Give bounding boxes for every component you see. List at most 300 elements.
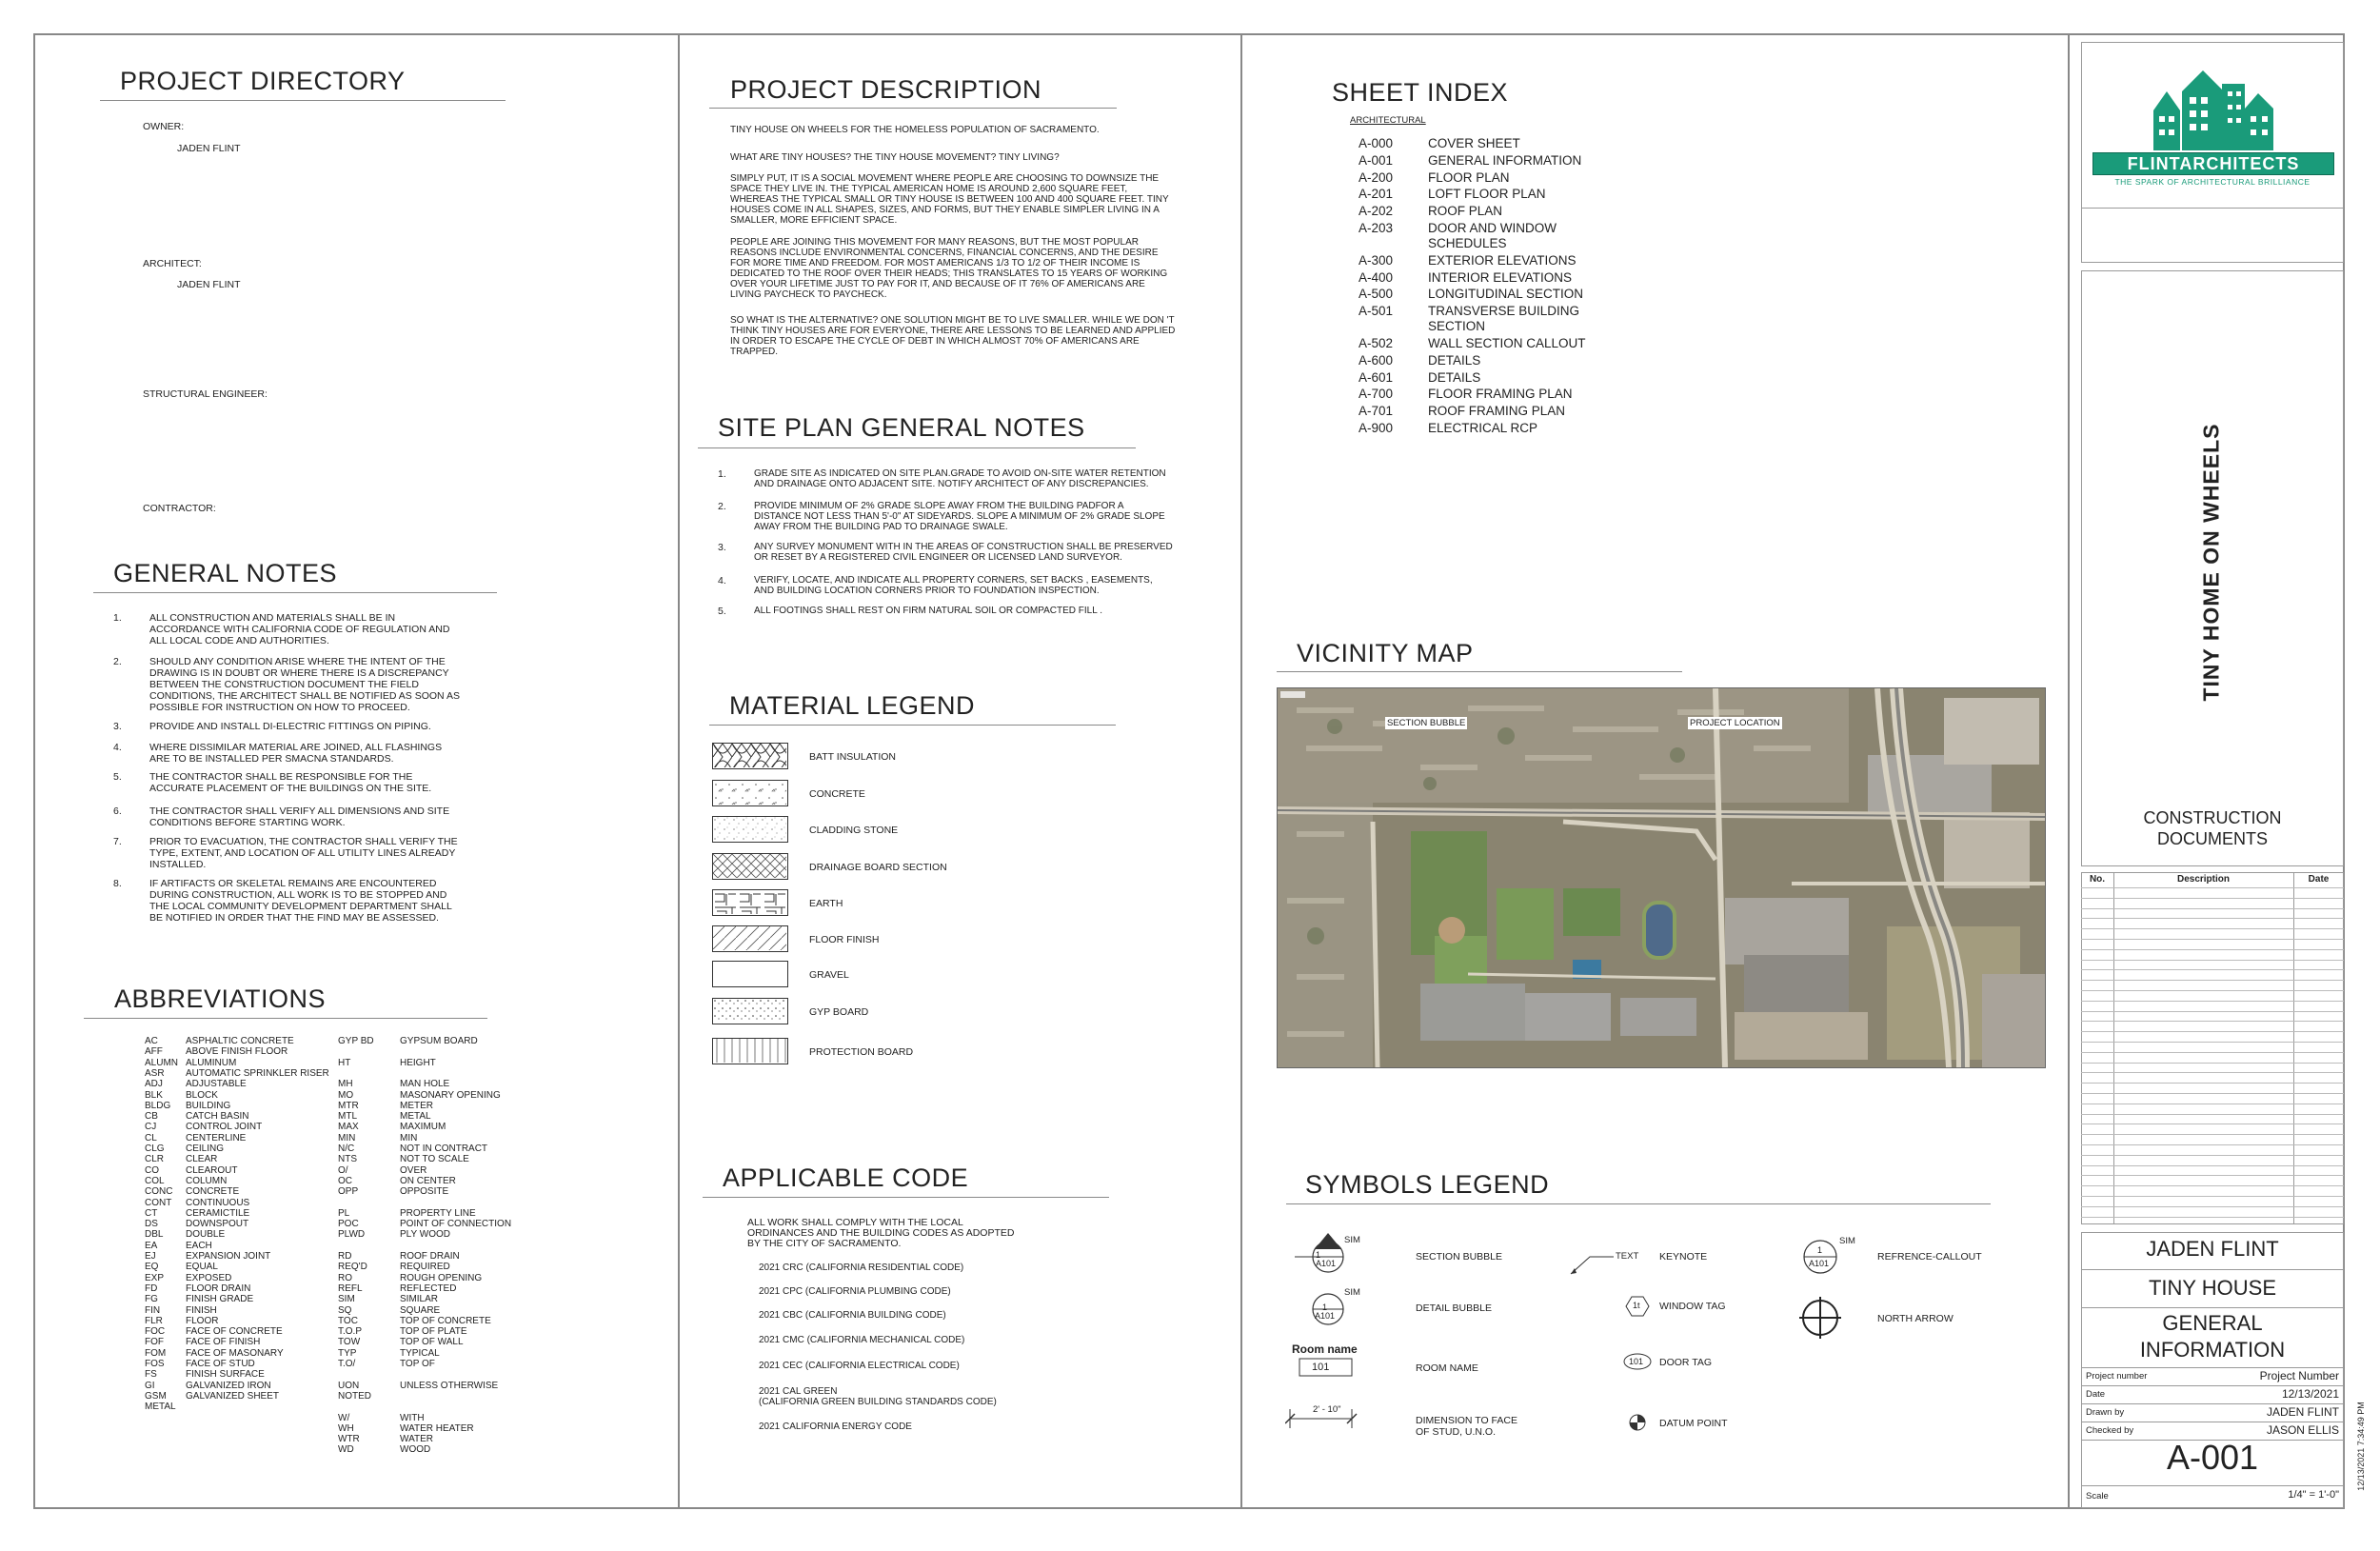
abbr-code: T.O.P [338,1326,363,1338]
window-tag-number: 1t [1633,1301,1640,1310]
abbr-code: AC [145,1036,158,1046]
revision-row-line [2081,1011,2344,1012]
abbr-meaning: ABOVE FINISH FLOOR [186,1046,288,1058]
door-tag-label: DOOR TAG [1659,1357,1713,1368]
keynote-leader [1571,1257,1614,1274]
abbr-code: OC [338,1175,352,1186]
material-legend-title: MATERIAL LEGEND [729,691,976,720]
sheet-index-name: LOFT FLOOR PLAN [1428,187,1546,202]
callout-num: 1 [1817,1245,1823,1255]
abbreviations-title: ABBREVIATIONS [114,984,327,1013]
datum-point-symbol [1630,1415,1645,1430]
abbr-code: EA [145,1240,158,1251]
applicable-code-item: 2021 CAL GREEN [759,1386,838,1397]
project-description-paragraph: SO WHAT IS THE ALTERNATIVE? ONE SOLUTION MIGHT BE TO LIVE SMALLER. WHILE WE DON 'T THINK TINY HOUSES ARE FOR EVERYONE, THERE ARE LESSONS TO BE LEARNED AND APPLIED IN ORDER TO ESCAPE THE CYCLE OF DEBT IN WHICH ALMOST 70% OF AMERICANS ARE TRAPPED. [730,315,1176,357]
architect-label: ARCHITECT: [143,258,202,269]
abbr-code: ADJ [145,1079,163,1090]
column-divider [678,33,680,1509]
revision-row-line [2081,1196,2344,1197]
scale-value: 1/4" = 1'-0" [2288,1489,2339,1501]
title-block-field-divider [2081,1403,2344,1404]
revision-row-line [2081,1175,2344,1176]
abbr-code: NTS [338,1154,357,1165]
abbr-meaning: TOP OF WALL [400,1337,464,1348]
revision-row-line [2081,960,2344,961]
sheet-index-number: A-500 [1359,287,1394,302]
abbr-meaning: EACH [186,1240,212,1251]
section-bubble-num: 1 [1316,1250,1321,1260]
abbr-code: FLR [145,1315,163,1326]
abbr-code: WH [338,1422,354,1434]
abbr-code: GYP BD [338,1036,374,1046]
revision-row-line [2081,908,2344,909]
material-label: CLADDING STONE [809,825,899,836]
abbr-meaning: FACE OF FINISH [186,1337,261,1348]
title-underline [698,447,1136,448]
abbr-code: BLDG [145,1100,171,1111]
sheet-index-number: A-502 [1359,336,1394,350]
abbr-meaning: TOP OF PLATE [400,1326,467,1338]
abbr-meaning: WATER [400,1434,433,1445]
abbr-code: SIM [338,1294,355,1305]
general-note-number: 6. [113,805,122,817]
title-block-field-divider [2081,1367,2344,1368]
applicable-code-item: 2021 CPC (CALIFORNIA PLUMBING CODE) [759,1286,951,1297]
abbr-code: MO [338,1089,354,1101]
material-swatch [712,743,788,769]
sheet-index-name: LONGITUDINAL SECTION [1428,287,1584,302]
column-divider [2068,33,2070,1509]
revision-row-line [2081,1165,2344,1166]
detail-bubble-ref: A101 [1315,1311,1336,1321]
abbr-meaning: CLEAROUT [186,1164,238,1176]
abbr-meaning: MIN [400,1132,418,1143]
revision-row-line [2081,1093,2344,1094]
general-note-number: 1. [113,612,122,624]
sheet-index-number: A-200 [1359,169,1394,185]
material-label: GRAVEL [809,969,849,981]
keynote-label: KEYNOTE [1659,1251,1708,1263]
material-label: FLOOR FINISH [809,934,880,945]
abbr-code: ALUMN [145,1057,179,1068]
abbr-code: METAL [145,1402,176,1413]
abbr-code: EQ [145,1262,159,1273]
material-swatch [712,889,788,916]
revision-row-line [2081,887,2344,888]
abbr-meaning: DOUBLE [186,1229,226,1241]
abbr-meaning: FINISH GRADE [186,1294,254,1305]
revision-row-line [2081,1206,2344,1207]
material-label: DRAINAGE BOARD SECTION [809,862,947,873]
sheet-index-name: ELECTRICAL RCP [1428,421,1538,435]
symbols-legend-title: SYMBOLS LEGEND [1305,1170,1550,1199]
vicinity-map-image[interactable] [1277,687,2046,1068]
general-note-text: PRIOR TO EVACUATION, THE CONTRACTOR SHALL VERIFY THE TYPE, EXTENT, AND LOCATION OF ALL UTILITY LINES ALREADY INSTALLED. [149,836,458,870]
doc-type-line-2: DOCUMENTS [2157,829,2268,848]
general-note-number: 3. [113,721,122,732]
window-tag-label: WINDOW TAG [1659,1301,1726,1312]
site-note-text: VERIFY, LOCATE, AND INDICATE ALL PROPERTY CORNERS, SET BACKS , EASEMENTS, AND BUILDING LOCATION CORNERS PRIOR TO FOUNDATION INSPECTION. [754,575,1153,596]
abbr-code: NOTED [338,1390,371,1402]
title-underline [100,100,506,101]
sheet-number: A-001 [2166,1438,2259,1477]
sheet-title-line-1: GENERAL [2162,1311,2263,1335]
applicable-code-intro: ALL WORK SHALL COMPLY WITH THE LOCAL ORDINANCES AND THE BUILDING CODES AS ADOPTED BY THE CITY OF SACRAMENTO. [747,1217,1015,1249]
abbr-code: WD [338,1444,354,1456]
dimension-label: DIMENSION TO FACE OF STUD, U.N.O. [1416,1415,1517,1438]
abbr-code: W/ [338,1412,350,1423]
sheet-index-number: A-300 [1359,252,1394,268]
abbr-code: FIN [145,1304,161,1316]
abbr-code: O/ [338,1164,348,1176]
title-block-field-value: 12/13/2021 [2281,1387,2339,1401]
revision-row-line [2081,1063,2344,1064]
general-note-text: THE CONTRACTOR SHALL VERIFY ALL DIMENSIONS AND SITE CONDITIONS BEFORE STARTING WORK. [149,805,450,828]
abbr-meaning: GALVANIZED IRON [186,1380,271,1391]
material-label: CONCRETE [809,788,865,800]
callout-ref: A101 [1809,1259,1830,1268]
sheet-index-number: A-601 [1359,369,1394,385]
abbr-meaning: AUTOMATIC SPRINKLER RISER [186,1067,329,1079]
revision-row-line [2081,1031,2344,1032]
abbr-meaning: MASONARY OPENING [400,1089,501,1101]
material-swatch [712,853,788,880]
title-block-field-value: JASON ELLIS [2266,1423,2339,1437]
abbr-code: REQ'D [338,1262,367,1273]
applicable-code-title: APPLICABLE CODE [723,1163,969,1192]
abbr-meaning: ALUMINUM [186,1057,237,1068]
sheet-index-name: GENERAL INFORMATION [1428,152,1582,168]
abbr-code: RO [338,1272,352,1283]
abbr-code: BLK [145,1089,163,1101]
rev-header-date: Date [2308,874,2330,885]
material-label: GYP BOARD [809,1006,869,1018]
column-divider [1240,33,1242,1509]
abbr-meaning: ROUGH OPENING [400,1272,483,1283]
north-arrow-label: NORTH ARROW [1877,1313,1954,1324]
abbr-meaning: CENTERLINE [186,1132,247,1143]
abbr-meaning: SQUARE [400,1304,441,1316]
project-description-paragraph: WHAT ARE TINY HOUSES? THE TINY HOUSE MOVEMENT? TINY LIVING? [730,152,1060,163]
abbr-code: WTR [338,1434,360,1445]
abbr-meaning: GALVANIZED SHEET [186,1390,279,1402]
abbr-code: FOS [145,1359,165,1369]
section-bubble-ref: A101 [1316,1259,1337,1268]
material-swatch [712,961,788,987]
general-note-text: SHOULD ANY CONDITION ARISE WHERE THE INTENT OF THE DRAWING IS IN DOUBT OR WHERE THERE IS A DISCREPANCY BETWEEN THE CONSTRUCTION DOCUMENT THE FIELD CONDITIONS, THE ARCHITECT SHALL BE NOTIFIED AS SOON AS POSSIBLE FOR INSTRUCTION ON HOW TO PROCEED. [149,656,460,713]
abbr-meaning: REFLECTED [400,1283,457,1294]
general-note-text: PROVIDE AND INSTALL DI-ELECTRIC FITTINGS ON PIPING. [149,721,431,732]
sheet-index-name: DOOR AND WINDOW [1428,221,1557,235]
abbr-meaning: CATCH BASIN [186,1111,249,1123]
sheet-index-number: A-400 [1359,269,1394,285]
detail-bubble-num: 1 [1322,1302,1328,1312]
abbr-meaning: FINISH [186,1304,217,1316]
sheet-index-name: DETAILS [1428,369,1481,385]
title-underline [709,725,1116,726]
sheet-index-number: A-203 [1359,221,1394,235]
abbr-code: N/C [338,1143,355,1154]
revision-row-line [2081,1144,2344,1145]
site-note-number: 4. [718,575,726,587]
abbr-meaning: EXPOSED [186,1272,232,1283]
revision-row-line [2081,1185,2344,1186]
sheet-index-number: A-701 [1359,404,1394,419]
detail-bubble-label: DETAIL BUBBLE [1416,1302,1492,1314]
revision-row-line [2081,939,2344,940]
abbr-code: CLR [145,1154,165,1165]
revision-row-line [2081,969,2344,970]
abbr-code: GI [145,1380,155,1391]
map-label-project-location: PROJECT LOCATION [1690,718,1780,728]
project-description-paragraph: SIMPLY PUT, IT IS A SOCIAL MOVEMENT WHERE PEOPLE ARE CHOOSING TO DOWNSIZE THE SPACE THEY LIVE IN. THE TYPICAL AMERICAN HOME IS AROUND 2,600 SQUARE FEET, WHEREAS THE TYPICAL SMALL OR TINY HOUSE IS BETWEEN 100 AND 400 SQUARE FEET. TINY HOUSES COME IN ALL SHAPES, SIZES, AND FORMS, BUT THEY ENABLE SIMPLER LIVING IN A SMALLER, MORE EFFICIENT SPACE. [730,173,1169,226]
abbr-meaning: TYPICAL [400,1347,440,1359]
abbr-meaning: ASPHALTIC CONCRETE [186,1036,294,1046]
detail-bubble-sim: SIM [1344,1287,1360,1298]
section-bubble-sim: SIM [1344,1235,1360,1245]
abbr-code: CJ [145,1122,157,1133]
project-description-paragraph: PEOPLE ARE JOINING THIS MOVEMENT FOR MANY REASONS, BUT THE MOST POPULAR REASONS INCLUDE ENVIRONMENTAL CONCERNS, FINANCIAL CONCERNS, AND THE DESIRE FOR MORE TIME AND FREEDOM. FOR MOST AMERICANS 1/3 TO 1/2 OF THEIR INCOME IS DEDICATED TO THE ROOF OVER THEIR HEADS; THIS TRANSLATES TO 15 YEARS OF WORKING OVER YOUR LIFETIME JUST TO PAY FOR IT, AND BECAUSE OF IT 76% OF AMERICANS ARE LIVING PAYCHECK TO PAYCHECK. [730,237,1168,300]
material-swatch [712,998,788,1024]
material-swatch [712,816,788,843]
reference-callout-label: REFRENCE-CALLOUT [1877,1251,1982,1263]
project-description-title: PROJECT DESCRIPTION [730,75,1042,104]
revision-row-line [2081,1042,2344,1043]
north-arrow-symbol [1799,1297,1841,1339]
general-note-text: IF ARTIFACTS OR SKELETAL REMAINS ARE ENCOUNTERED DURING CONSTRUCTION, ALL WORK IS TO BE STOPPED AND THE LOCAL COMMUNITY DEVELOPMENT DEPARTMENT SHALL BE NOTIFIED IN ORDER THAT THE FIND MAY BE ASSESSED. [149,878,452,924]
sheet-index-number: A-001 [1359,152,1394,168]
firm-name-logo: FLINTARCHITECTS [2092,152,2334,175]
abbr-code: EJ [145,1251,156,1262]
revision-row-line [2081,1123,2344,1124]
abbr-code: FOF [145,1337,164,1348]
abbr-code: UON [338,1380,360,1391]
sheet-index-title: SHEET INDEX [1332,78,1509,107]
abbr-meaning: PROPERTY LINE [400,1207,476,1219]
site-note-number: 5. [718,606,726,617]
abbr-code: RD [338,1251,352,1262]
revision-row-line [2081,1021,2344,1022]
abbr-code: FOM [145,1347,167,1359]
abbr-code: TYP [338,1347,357,1359]
site-notes-title: SITE PLAN GENERAL NOTES [718,413,1085,442]
abbr-meaning: EQUAL [186,1262,218,1273]
abbr-meaning: METER [400,1100,433,1111]
abbr-code: FOC [145,1326,166,1338]
abbr-meaning: TOP OF CONCRETE [400,1315,491,1326]
applicable-code-item: 2021 CEC (CALIFORNIA ELECTRICAL CODE) [759,1361,960,1371]
sheet-index-name: COVER SHEET [1428,136,1520,150]
dimension-value: 2' - 10" [1313,1404,1341,1415]
sheet-index-number: A-501 [1359,304,1394,319]
abbr-code: COL [145,1175,165,1186]
general-note-number: 8. [113,878,122,889]
site-note-number: 2. [718,501,726,512]
title-block-field-value: JADEN FLINT [2266,1405,2339,1419]
title-block-field-value: Project Number [2259,1369,2339,1382]
revision-row-line [2081,1217,2344,1218]
material-swatch [712,780,788,806]
general-note-text: THE CONTRACTOR SHALL BE RESPONSIBLE FOR THE ACCURATE PLACEMENT OF THE BUILDINGS ON THE SITE. [149,771,432,794]
abbr-meaning: WITH [400,1412,425,1423]
revision-row-line [2081,1001,2344,1002]
revision-row-line [2081,1052,2344,1053]
abbr-meaning: WOOD [400,1444,431,1456]
owner-label: OWNER: [143,121,185,132]
site-note-text: PROVIDE MINIMUM OF 2% GRADE SLOPE AWAY FROM THE BUILDING PADFOR A DISTANCE NOT LESS THAN 5'-0" AT SIDEYARDS. SLOPE A MINIMUM OF 2% GRADE SLOPE AWAY FROM THE BUILDING PAD TO DRAINAGE SWALE. [754,501,1165,532]
material-label: PROTECTION BOARD [809,1046,914,1058]
abbr-meaning: PLY WOOD [400,1229,450,1241]
project-directory-title: PROJECT DIRECTORY [120,67,406,95]
title-underline [709,108,1117,109]
abbr-meaning: WATER HEATER [400,1422,474,1434]
title-underline [93,592,497,593]
abbr-meaning: OVER [400,1164,427,1176]
abbr-meaning: METAL [400,1111,431,1123]
abbr-code: MAX [338,1122,359,1133]
abbr-code: CO [145,1164,159,1176]
abbr-code: HT [338,1057,351,1068]
abbr-code: OPP [338,1186,359,1198]
abbr-meaning: MAXIMUM [400,1122,446,1133]
applicable-code-item: (CALIFORNIA GREEN BUILDING STANDARDS CODE) [759,1397,997,1407]
sheet-index-name: FLOOR PLAN [1428,169,1510,185]
doc-type-line-1: CONSTRUCTION [2143,808,2282,827]
abbr-meaning: BLOCK [186,1089,218,1101]
abbr-meaning: OPPOSITE [400,1186,449,1198]
revision-row-line [2081,1083,2344,1084]
applicable-code-item: 2021 CMC (CALIFORNIA MECHANICAL CODE) [759,1335,965,1345]
abbr-meaning: ROOF DRAIN [400,1251,460,1262]
applicable-code-item: 2021 CBC (CALIFORNIA BUILDING CODE) [759,1310,946,1321]
sheet-index-number: A-000 [1359,136,1394,150]
revision-row-line [2081,949,2344,950]
abbr-meaning: NOT TO SCALE [400,1154,469,1165]
sheet-index-number: A-900 [1359,421,1394,435]
abbr-code: CONC [145,1186,173,1198]
applicable-code-item: 2021 CALIFORNIA ENERGY CODE [759,1422,912,1432]
revision-row-line [2081,898,2344,899]
title-underline [1286,1203,1991,1204]
abbr-meaning: CEILING [186,1143,225,1154]
architect-name: JADEN FLINT [177,279,241,290]
owner-title: JADEN FLINT [2146,1237,2279,1261]
abbr-meaning: CERAMICTILE [186,1207,250,1219]
room-name-title: Room name [1292,1342,1358,1356]
sheet-index-category: ARCHITECTURAL [1350,115,1426,126]
title-block-field-label: Date [2086,1389,2106,1400]
material-swatch [712,925,788,952]
section-bubble-label: SECTION BUBBLE [1416,1251,1503,1263]
owner-name: JADEN FLINT [177,143,241,154]
abbr-meaning: TOP OF [400,1359,435,1369]
rev-header-desc: Description [2176,874,2230,885]
abbr-meaning: FINISH SURFACE [186,1369,265,1381]
title-block-field-label: Checked by [2086,1425,2134,1436]
vicinity-map-title: VICINITY MAP [1297,639,1474,667]
site-note-text: ALL FOOTINGS SHALL REST ON FIRM NATURAL SOIL OR COMPACTED FILL . [754,606,1102,616]
sheet-index-name: DETAILS [1428,352,1481,368]
abbr-code: FG [145,1294,158,1305]
doc-type [2081,807,2344,849]
sheet-index-name: WALL SECTION CALLOUT [1428,336,1586,350]
project-description-paragraph: TINY HOUSE ON WHEELS FOR THE HOMELESS POPULATION OF SACRAMENTO. [730,125,1100,135]
building-logo-icon [2153,63,2277,150]
abbr-code: DBL [145,1229,164,1241]
abbr-code: GSM [145,1390,167,1402]
firm-tagline: THE SPARK OF ARCHITECTURAL BRILLIANCE [2114,177,2311,187]
sheet-title-line-2: INFORMATION [2139,1338,2286,1362]
abbr-code: EXP [145,1272,165,1283]
general-note-number: 4. [113,742,122,753]
abbr-code: SQ [338,1304,352,1316]
print-timestamp: 12/13/2021 7:34:49 PM [2356,1402,2366,1491]
callout-sim: SIM [1839,1236,1855,1246]
general-note-number: 5. [113,771,122,783]
abbr-meaning: COLUMN [186,1175,228,1186]
title-underline [84,1018,487,1019]
abbr-meaning: BUILDING [186,1100,231,1111]
abbr-code: REFL [338,1283,363,1294]
abbr-meaning: CONTROL JOINT [186,1122,263,1133]
door-tag-number: 101 [1629,1357,1644,1366]
abbr-code: CLG [145,1143,165,1154]
abbr-meaning: NOT IN CONTRACT [400,1143,488,1154]
general-note-number: 7. [113,836,122,847]
sheet-index-name: INTERIOR ELEVATIONS [1428,269,1573,285]
abbr-meaning: HEIGHT [400,1057,436,1068]
site-note-text: ANY SURVEY MONUMENT WITH IN THE AREAS OF CONSTRUCTION SHALL BE PRESERVED OR RESET BY A REGISTERED CIVIL ENGINEER OR LICENSED LAND SURVEYOR. [754,542,1173,563]
room-number: 101 [1312,1362,1330,1373]
site-note-number: 1. [718,468,726,480]
abbr-code: CL [145,1132,157,1143]
project-title-vertical: TINY HOME ON WHEELS [2198,423,2224,702]
sheet-index-name: ROOF FRAMING PLAN [1428,404,1566,419]
site-note-number: 3. [718,542,726,553]
sheet-title [2081,1310,2344,1363]
sheet-index-name-cont: SCHEDULES [1428,236,1507,250]
abbr-code: AFF [145,1046,163,1058]
material-swatch [712,1038,788,1064]
abbr-code: CT [145,1207,158,1219]
abbr-code: MH [338,1079,353,1090]
sheet-index-name: TRANSVERSE BUILDING [1428,304,1580,319]
abbr-code: DS [145,1219,158,1230]
title-block-field-divider [2081,1385,2344,1386]
title-block-field-label: Drawn by [2086,1407,2125,1418]
revision-row-line [2081,1072,2344,1073]
sheet-index-number: A-700 [1359,387,1394,402]
site-note-text: GRADE SITE AS INDICATED ON SITE PLAN.GRADE TO AVOID ON-SITE WATER RETENTION AND DRAINAGE ONTO ADJACENT SITE. NOTIFY ARCHITECT OF ANY DISCREPANCIES. [754,468,1166,489]
general-note-text: ALL CONSTRUCTION AND MATERIALS SHALL BE IN ACCORDANCE WITH CALIFORNIA CODE OF REGULATION AND ALL LOCAL CODE AND AUTHORITIES. [149,612,450,646]
abbr-meaning: CONTINUOUS [186,1197,250,1208]
abbr-meaning: FLOOR [186,1315,219,1326]
abbr-code: ASR [145,1067,165,1079]
general-notes-title: GENERAL NOTES [113,559,338,587]
keynote-text: TEXT [1616,1251,1639,1262]
contractor-label: CONTRACTOR: [143,503,216,514]
abbr-code: PL [338,1207,350,1219]
abbr-meaning: SIMILAR [400,1294,439,1305]
abbr-code: CB [145,1111,158,1123]
abbr-meaning: EXPANSION JOINT [186,1251,271,1262]
revision-row-line [2081,928,2344,929]
abbr-meaning: ON CENTER [400,1175,456,1186]
revision-table [2081,872,2344,1224]
sheet-index-number: A-202 [1359,204,1394,219]
abbr-code: MTR [338,1100,359,1111]
abbr-code: TOW [338,1337,361,1348]
